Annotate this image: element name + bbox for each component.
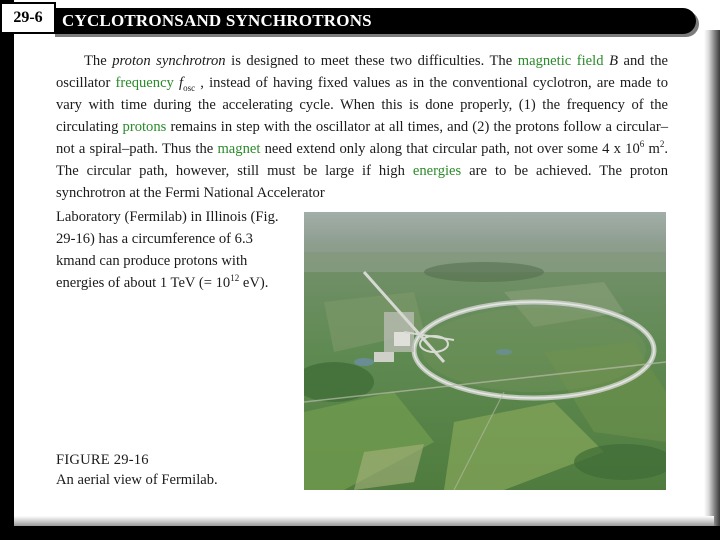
superscript-2: 2 [659,139,665,150]
term-proton-synchrotron: proton synchrotron [112,53,226,69]
text-line: kmand can produce protons with [56,253,248,269]
figure-label: FIGURE 29-16 [56,452,149,468]
section-number: 29-6 [0,2,56,34]
link-protons[interactable]: protons [122,119,167,135]
figure-caption-text: An aerial view of Fermilab. [56,472,218,488]
subscript-osc: osc [183,82,196,93]
aerial-photo-illustration [304,212,666,490]
main-paragraph [56,50,668,204]
text-line: 29-16) has a circumference of 6.3 [56,231,253,247]
frame-bottom-shadow [14,516,714,526]
link-magnet[interactable]: magnet [217,141,261,157]
text-line: energies of about 1 TeV (= $10^{12}$ eV). [56,273,269,291]
frame-right-shadow [704,30,720,540]
paragraph-continuation [56,206,296,294]
figure-caption [56,450,296,490]
frame-bottom-border [0,526,720,540]
superscript-12: 12 [230,273,240,284]
page-title: CYCLOTRONSAND SYNCHROTRONS [62,11,372,30]
superscript-6: 6 [639,139,645,150]
link-frequency[interactable]: frequency [115,75,174,91]
text-line: Laboratory (Fermilab) in Illinois (Fig. [56,209,279,225]
link-magnetic-field[interactable]: magnetic field [517,53,604,69]
title-bar [52,8,696,34]
paragraph-text: The proton synchrotron is designed to meet these two difficulties. The magnetic field B and the oscillator frequency $f_{osc}$ , instead of having fixed values as in the conventional cyclotron, are made to vary with time during the accelerating cycle. When this is done properly, (1) the frequency of the circulating protons remains in step with the oscillator at all times, and (2) the protons follow a circular–not a spiral–path. Thus the magnet need extend only along that circular path, not over some 4 x $10^6$ $m^2$. The circular path, however, still must be large if high energies are to be achieved. The proton synchrotron at the Fermi National Accelerator [56,53,668,201]
frame-left-border [0,0,14,540]
symbol-f: f [179,75,184,91]
fermilab-aerial-photo [304,212,666,490]
link-energies[interactable]: energies [412,163,462,179]
symbol-B: B [609,53,618,69]
header [0,0,700,36]
